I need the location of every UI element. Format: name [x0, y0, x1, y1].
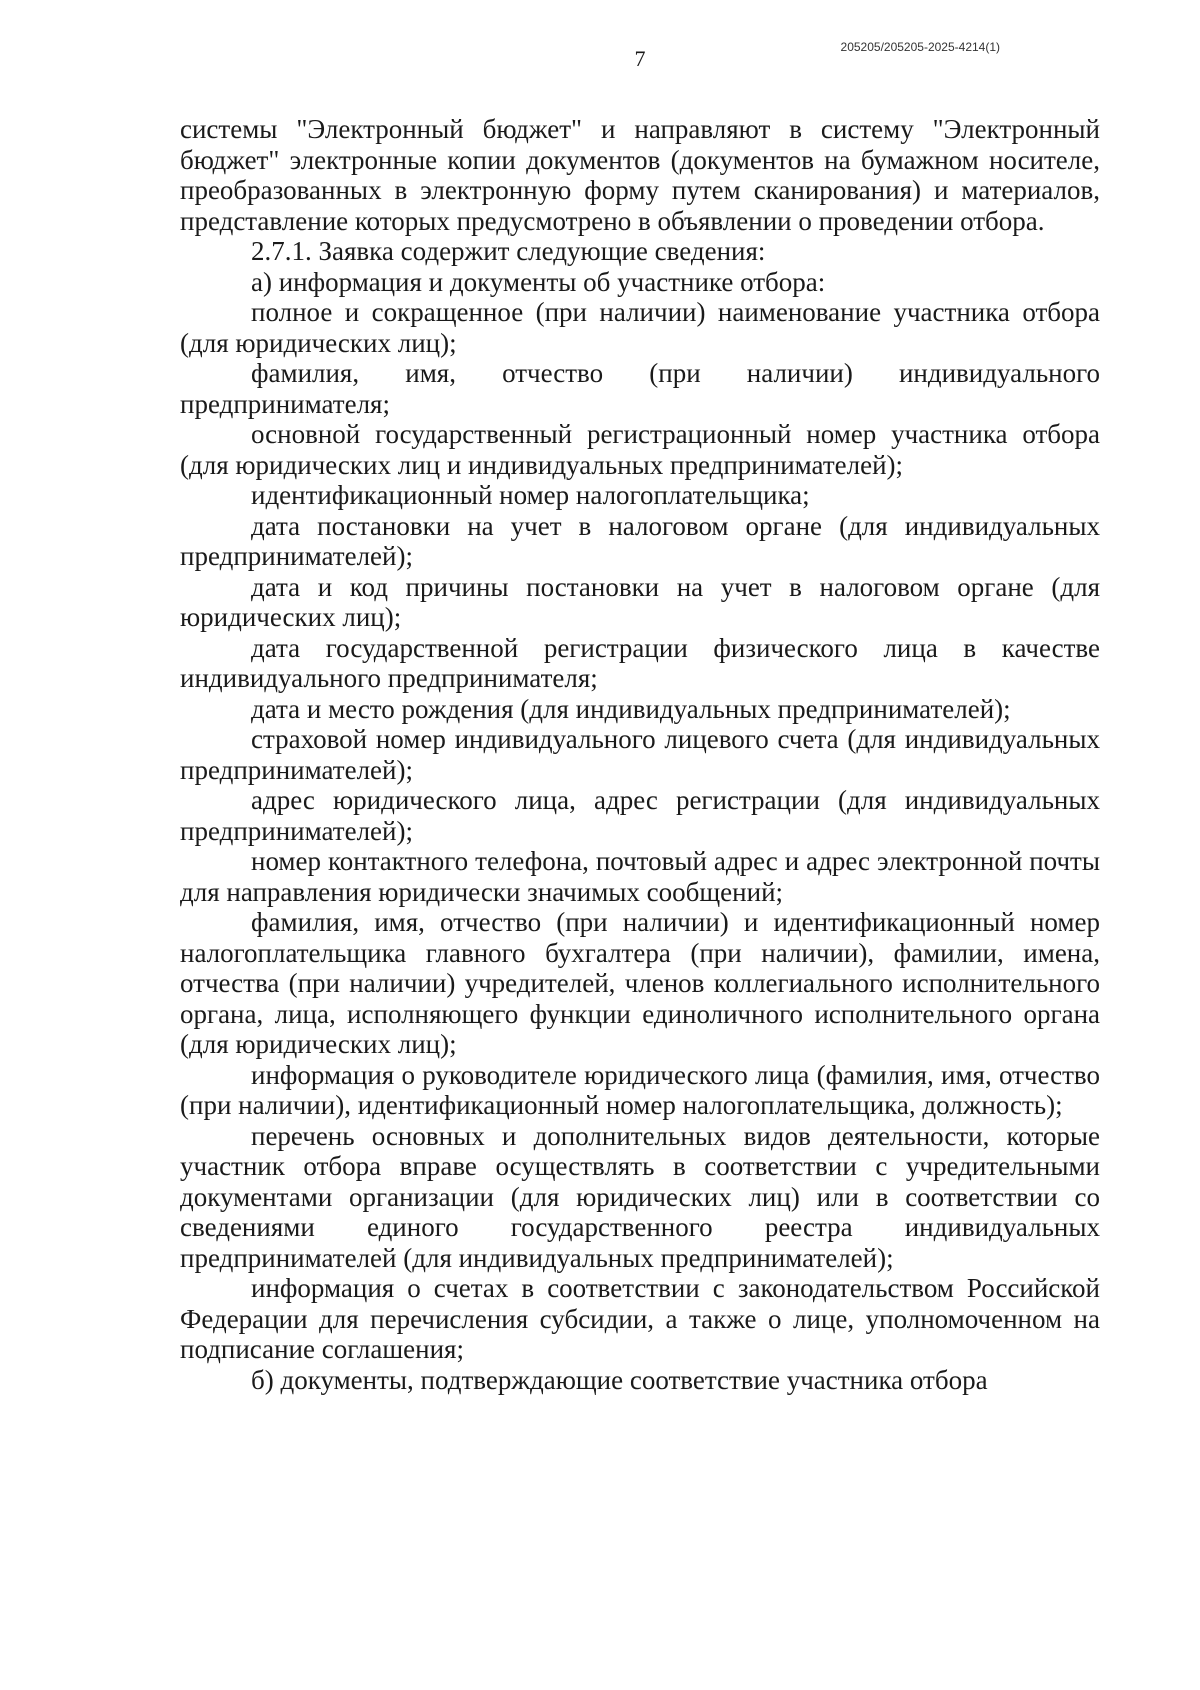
paragraph-full-name: полное и сокращенное (при наличии) наименование участника отбора (для юридических лиц);	[180, 297, 1100, 358]
paragraph-accountant-founders: фамилия, имя, отчество (при наличии) и идентификационный номер налогоплательщика главного бухгалтера (при наличии), фамилии, имена, отчества (при наличии) учредителей, членов коллегиального исполнительного органа, лица, исполняющего функции единоличного исполнительного органа (для юридических лиц);	[180, 907, 1100, 1059]
paragraph-snils: страховой номер индивидуального лицевого счета (для индивидуальных предпринимателей);	[180, 724, 1100, 785]
paragraph-director-info: информация о руководителе юридического лица (фамилия, имя, отчество (при наличии), идентификационный номер налогоплательщика, должность);	[180, 1059, 1100, 1120]
document-body	[180, 114, 1100, 1395]
page-number: 7	[634, 46, 646, 71]
paragraph-tax-registration-date: дата постановки на учет в налоговом органе (для индивидуальных предпринимателей);	[180, 510, 1100, 571]
paragraph-2-7-1: 2.7.1. Заявка содержит следующие сведения:	[251, 236, 766, 266]
paragraph-contacts: номер контактного телефона, почтовый адрес и адрес электронной почты для направления юридически значимых сообщений;	[180, 846, 1100, 907]
paragraph-continuation: системы "Электронный бюджет" и направляют в систему "Электронный бюджет" электронные копии документов (документов на бумажном носителе, преобразованных в электронную форму путем сканирования) и материалов, представление которых предусмотрено в объявлении о проведении отбора.	[180, 114, 1100, 236]
paragraph-item-b: б) документы, подтверждающие соответствие участника отбора	[251, 1364, 988, 1395]
paragraph-address: адрес юридического лица, адрес регистрации (для индивидуальных предпринимателей);	[180, 785, 1100, 846]
paragraph-state-registration-date: дата государственной регистрации физического лица в качестве индивидуального предпринимателя;	[180, 632, 1100, 693]
paragraph-birth-date-place: дата и место рождения (для индивидуальных предпринимателей);	[251, 693, 1011, 724]
paragraph-ogrn: основной государственный регистрационный номер участника отбора (для юридических лиц и индивидуальных предпринимателей);	[180, 419, 1100, 480]
paragraph-item-a: а) информация и документы об участнике отбора:	[251, 266, 826, 297]
paragraph-accounts: информация о счетах в соответствии с законодательством Российской Федерации для перечисления субсидии, а также о лице, уполномоченном на подписание соглашения;	[180, 1273, 1100, 1364]
paragraph-fio: фамилия, имя, отчество (при наличии) индивидуального предпринимателя;	[180, 358, 1100, 419]
paragraph-inn: идентификационный номер налогоплательщика;	[251, 480, 810, 510]
document-id: 205205/205205-2025-4214(1)	[840, 40, 1000, 54]
paragraph-kpp: дата и код причины постановки на учет в налоговом органе (для юридических лиц);	[180, 571, 1100, 632]
paragraph-activities: перечень основных и дополнительных видов деятельности, которые участник отбора вправе осуществлять в соответствии с учредительными документами организации (для юридических лиц) или в соответствии со сведениями единого государственного реестра индивидуальных предпринимателей (для индивидуальных предпринимателей);	[180, 1120, 1100, 1273]
